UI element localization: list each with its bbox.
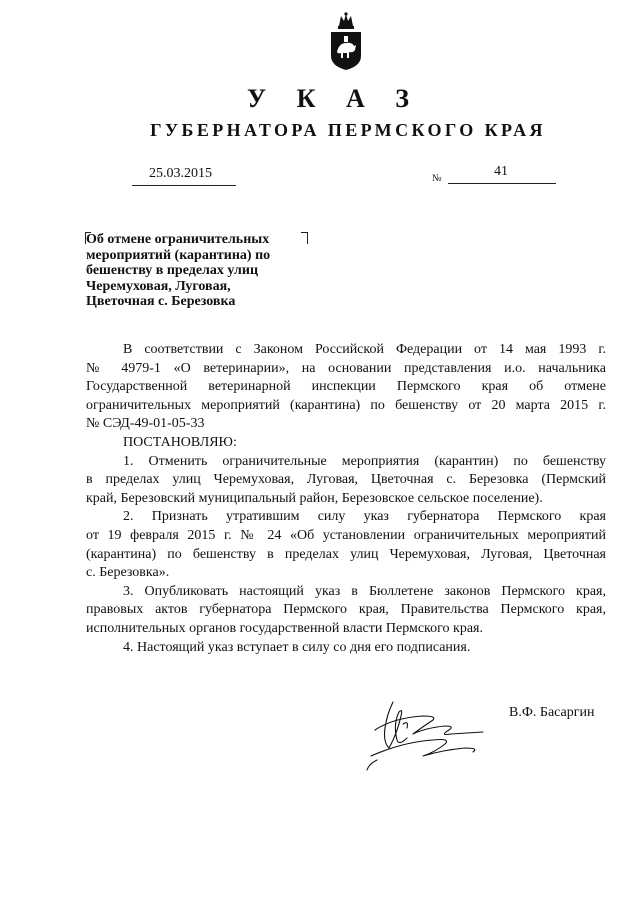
document-title: У К А З [247,84,421,113]
subject-line: бешенству в пределах улиц [86,263,259,278]
subject-line: Об отмене ограничительных [86,232,270,247]
signer-name: В.Ф. Басаргин [509,705,595,720]
document-number: 41 [494,164,508,179]
coat-of-arms-icon [327,12,365,72]
handwritten-signature [363,694,493,772]
document-subtitle: ГУБЕРНАТОРА ПЕРМСКОГО КРАЯ [150,120,546,140]
item3-line: исполнительных органов государственной власти Пермского края. [86,620,483,636]
subject-line: мероприятий (карантина) по [86,247,271,263]
document-subject [86,232,306,310]
document-body [86,341,606,657]
item1-line: в пределах улиц Черемуховая, Луговая, Цветочная с. Березовка (Пермский [86,472,606,488]
item2-line: с. Березовка». [86,565,170,581]
preamble-line: № 4979-1 «О ветеринарии», на основании представления и.о. начальника [86,360,606,376]
item2-line: (карантина) по бешенству в пределах улиц Черемуховая, Луговая, Цветочная [86,546,606,562]
document-date: 25.03.2015 [149,166,212,181]
preamble-line: № СЭД-49-01-05-33 [86,416,205,432]
date-field [132,166,236,186]
item3-line: правовых актов губернатора Пермского края, Правительства Пермского края, [86,602,606,618]
subject-line: Цветочная с. Березовка [86,294,236,309]
item1-line: 1. Отменить ограничительные мероприятия (карантин) по бешенству [123,453,606,469]
subject-line: Черемуховая, Луговая, [86,278,231,294]
item4-line: 4. Настоящий указ вступает в силу со дня его подписания. [123,639,471,655]
preamble-line: Государственной ветеринарной инспекции Пермского края об отмене [86,379,606,395]
preamble-line: В соответствии с Законом Российской Федерации от 14 мая 1993 г. [123,342,606,357]
item2-line: 2. Признать утратившим силу указ губернатора Пермского края [123,509,606,525]
item1-line: край, Березовский муниципальный район, Березовское сельское поселение). [86,490,543,506]
number-label: № [432,173,442,184]
preamble-line: ограничительных мероприятий (карантина) по бешенству от 20 марта 2015 г. [86,397,606,413]
number-field [448,164,556,184]
item3-line: 3. Опубликовать настоящий указ в Бюллетене законов Пермского края, [123,583,606,599]
decree-word: ПОСТАНОВЛЯЮ: [123,434,237,450]
item2-line: от 19 февраля 2015 г. № 24 «Об установлении ограничительных мероприятий [86,527,606,543]
